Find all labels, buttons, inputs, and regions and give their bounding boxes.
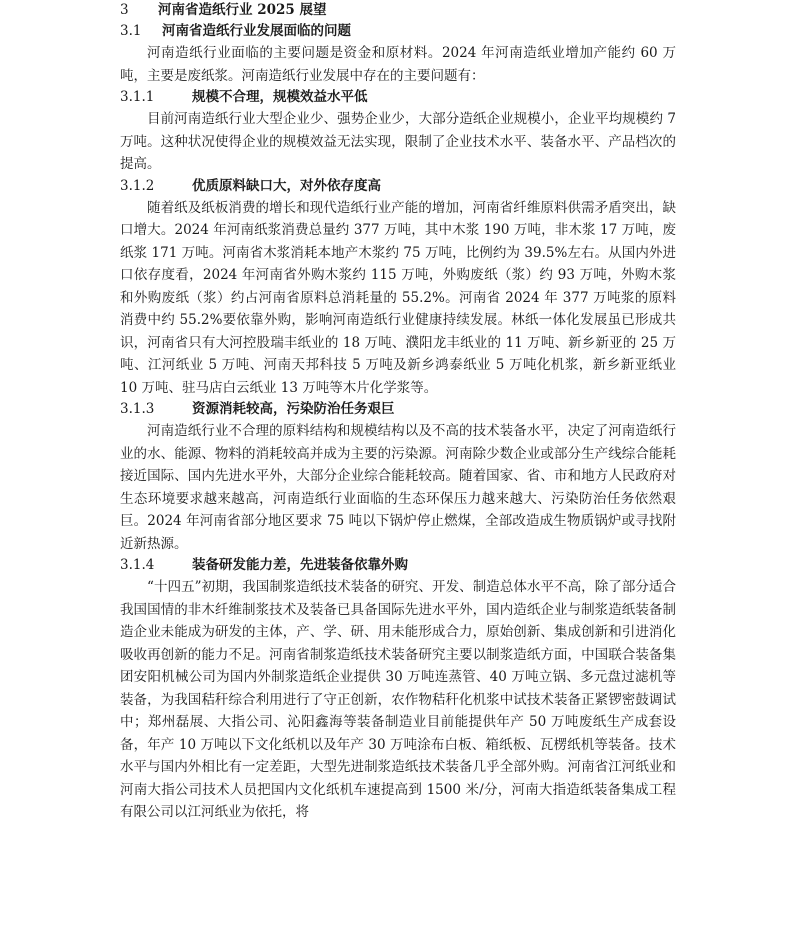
item-heading: [120, 176, 676, 197]
subsection-intro-paragraph: 河南造纸行业面临的主要问题是资金和原材料。2024 年河南造纸业增加产能约 60 万吨，主要是废纸浆。河南造纸行业发展中存在的主要问题有：: [120, 45, 676, 84]
subsection-title: 河南省造纸行业发展面临的问题: [162, 23, 351, 39]
item-title: 装备研发能力差，先进装备依靠外购: [192, 557, 408, 573]
item-heading: [120, 555, 676, 576]
item-paragraph: “十四五”初期，我国制浆造纸技术装备的研究、开发、制造总体水平不高，除了部分适合我国国情的非木纤维制浆技术及装备已具备国际先进水平外，国内造纸企业与制浆造纸装备制造企业未能成为研发的主体，产、学、研、用未能形成合力，原始创新、集成创新和引进消化吸收再创新的能力不足。河南省制浆造纸技术装备研究主要以制浆造纸方面，中国联合装备集团安阳机械公司为国内外制浆造纸企业提供 30 万吨连蒸管、40 万吨立锅、多元盘过滤机等装备，为我国秸秆综合利用进行了守正创新，农作物秸秆化机浆中试技术装备正紧锣密鼓调试中；郑州磊展、大指公司、沁阳鑫海等装备制造业目前能提供年产 50 万吨废纸生产成套设备，年产 10 万吨以下文化纸机以及年产 30 万吨涂布白板、箱纸板、瓦楞纸机等装备。技术水平与国内外相比有一定差距，大型先进制浆造纸技术装备几乎全部外购。河南省江河纸业和河南大指公司技术人员把国内文化纸机车速提高到 1500 米/分，河南大指造纸装备集成工程有限公司以江河纸业为依托，将: [120, 579, 676, 820]
item-heading: [120, 399, 676, 420]
section-number: 3: [120, 2, 129, 18]
item-title: 优质原料缺口大，对外依存度高: [192, 177, 381, 194]
item-title: 规模不合理，规模效益水平低: [192, 89, 368, 105]
item-title: 资源消耗较高，污染防治任务艰巨: [192, 401, 395, 417]
item-paragraph: 随着纸及纸板消费的增长和现代造纸行业产能的增加，河南省纤维原料供需矛盾突出，缺口增大。2024 年河南纸浆消费总量约 377 万吨，其中木浆 190 万吨，非木浆 17 万吨，废纸浆 171 万吨。河南省木浆消耗本地产木浆约 75 万吨，比例约为 39.5%左右。从国内外进口依存度看，2024 年河南省外购木浆约 115 万吨，外购废纸（浆）约 93 万吨，外购木浆和外购废纸（浆）约占河南省原料总消耗量的 55.2%。河南省 2024 年 377 万吨浆的原料消费中约 55.2%要依靠外购，影响河南造纸行业健康持续发展。林纸一体化发展虽已形成共识，河南省只有大河控股瑞丰纸业的 18 万吨、濮阳龙丰纸业的 11 万吨、新乡新亚的 25 万吨、江河纸业 5 万吨、河南天邦科技 5 万吨及新乡鸿泰纸业 5 万吨化机浆，新乡新亚纸业 10 万吨、驻马店白云纸业 13 万吨等木片化学浆等。: [120, 199, 676, 396]
item-paragraph: 河南造纸行业不合理的原料结构和规模结构以及不高的技术装备水平，决定了河南造纸行业的水、能源、物料的消耗较高并成为主要的污染源。河南除少数企业或部分生产线综合能耗接近国际、国内先进水平外，大部分企业综合能耗较高。随着国家、省、市和地方人民政府对生态环境要求越来越高，河南造纸行业面临的生态环保压力越来越大、污染防治任务依然艰巨。2024 年河南省部分地区要求 75 吨以下锅炉停止燃煤，全部改造成生物质锅炉或寻找附近新热源。: [120, 423, 676, 552]
section-heading: [120, 0, 676, 21]
item-number: 3.1.1: [120, 89, 155, 105]
subsection-heading: [120, 21, 676, 42]
item-number: 3.1.2: [120, 177, 155, 194]
section-title: 河南省造纸行业 2025 展望: [158, 2, 327, 18]
document-page: [120, 0, 676, 824]
item-number: 3.1.3: [120, 401, 155, 417]
item-paragraph: 目前河南造纸行业大型企业少、强势企业少，大部分造纸企业规模小，企业平均规模约 7 万吨。这种状况使得企业的规模效益无法实现，限制了企业技术水平、装备水平、产品档次的提高。: [120, 111, 676, 172]
item-heading: [120, 87, 676, 108]
subsection-number: 3.1: [120, 23, 142, 39]
item-number: 3.1.4: [120, 557, 155, 573]
